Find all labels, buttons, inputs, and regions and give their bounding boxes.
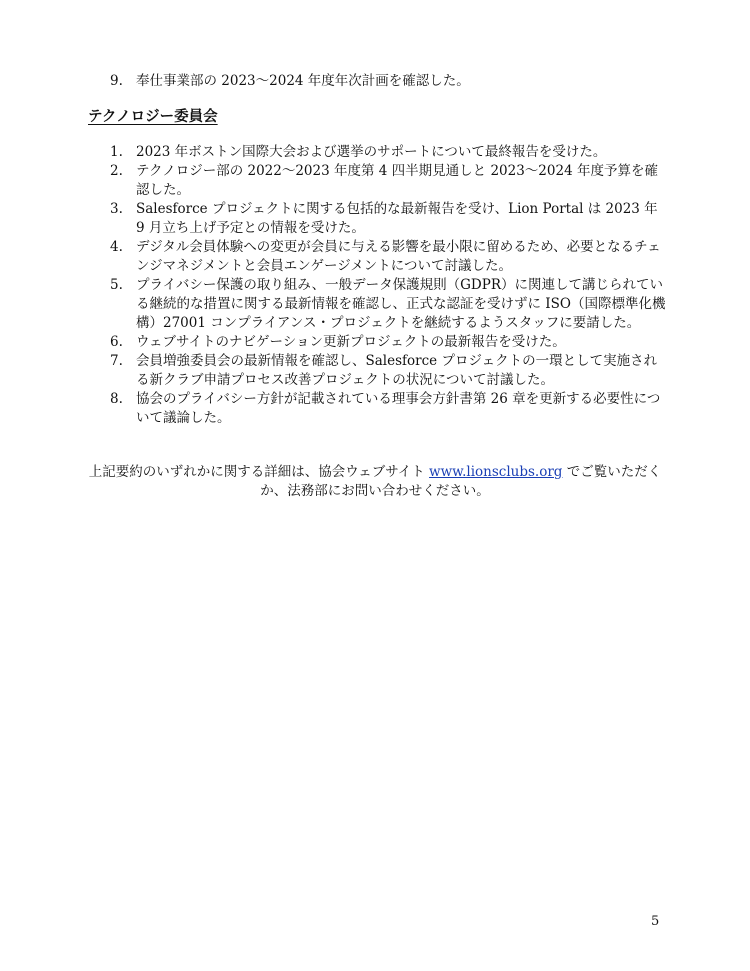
list-item-number: 7. <box>110 353 123 369</box>
list-item-number: 4. <box>110 239 123 255</box>
list-item <box>110 276 670 333</box>
list-item-continued <box>110 72 670 91</box>
list-item <box>110 162 670 200</box>
list-item-number: 5. <box>110 277 123 293</box>
list-item-number: 2. <box>110 163 123 179</box>
list-item <box>110 390 670 428</box>
list-item-number: 1. <box>110 144 123 160</box>
list-item <box>110 238 670 276</box>
list-item-text: ウェブサイトのナビゲーション更新プロジェクトの最新報告を受けた。 <box>136 334 566 350</box>
page-number: 5 <box>651 914 660 929</box>
list-item-text: Salesforce プロジェクトに関する包括的な最新報告を受け、Lion Portal は 2023 年 9 月立ち上げ予定との情報を受けた。 <box>136 201 658 236</box>
list-item-text: デジタル会員体験への変更が会員に与える影響を最小限に留めるため、必要となるチェンジマネジメントと会員エンゲージメントについて討議した。 <box>136 239 661 274</box>
list-item <box>110 200 670 238</box>
technology-committee-list <box>110 143 670 428</box>
contact-note-text-after: でご覧いただくか、法務部にお問い合わせください。 <box>260 464 662 499</box>
list-item-text: プライバシー保護の取り組み、一般データ保護規則（GDPR）に関連して講じられている継続的な措置に関する最新情報を確認し、正式な認証を受けずに ISO（国際標準化機構）27001 コンプライアンス・プロジェクトを継続するようスタッフに要請した。 <box>136 277 666 331</box>
list-item-text: 奉仕事業部の 2023〜2024 年度年次計画を確認した。 <box>136 73 470 89</box>
list-item-text: テクノロジー部の 2022〜2023 年度第 4 四半期見通しと 2023〜2024 年度予算を確認した。 <box>136 163 658 198</box>
section-heading: テクノロジー委員会 <box>88 108 218 125</box>
contact-note-text-before: 上記要約のいずれかに関する詳細は、協会ウェブサイト <box>88 464 430 480</box>
list-item <box>110 333 670 352</box>
website-link[interactable]: www.lionsclubs.org <box>429 464 563 480</box>
list-item-number: 6. <box>110 334 123 350</box>
list-item-number: 3. <box>110 201 123 217</box>
list-item-number: 8. <box>110 391 123 407</box>
contact-note <box>80 463 670 501</box>
list-item <box>110 352 670 390</box>
list-item <box>110 143 670 162</box>
list-item-number: 9. <box>110 73 123 89</box>
list-item-text: 協会のプライバシー方針が記載されている理事会方針書第 26 章を更新する必要性について議論した。 <box>136 391 661 426</box>
list-item-text: 会員増強委員会の最新情報を確認し、Salesforce プロジェクトの一環として実施される新クラブ申請プロセス改善プロジェクトの状況について討議した。 <box>136 353 658 388</box>
list-item-text: 2023 年ボストン国際大会および選挙のサポートについて最終報告を受けた。 <box>136 144 607 160</box>
